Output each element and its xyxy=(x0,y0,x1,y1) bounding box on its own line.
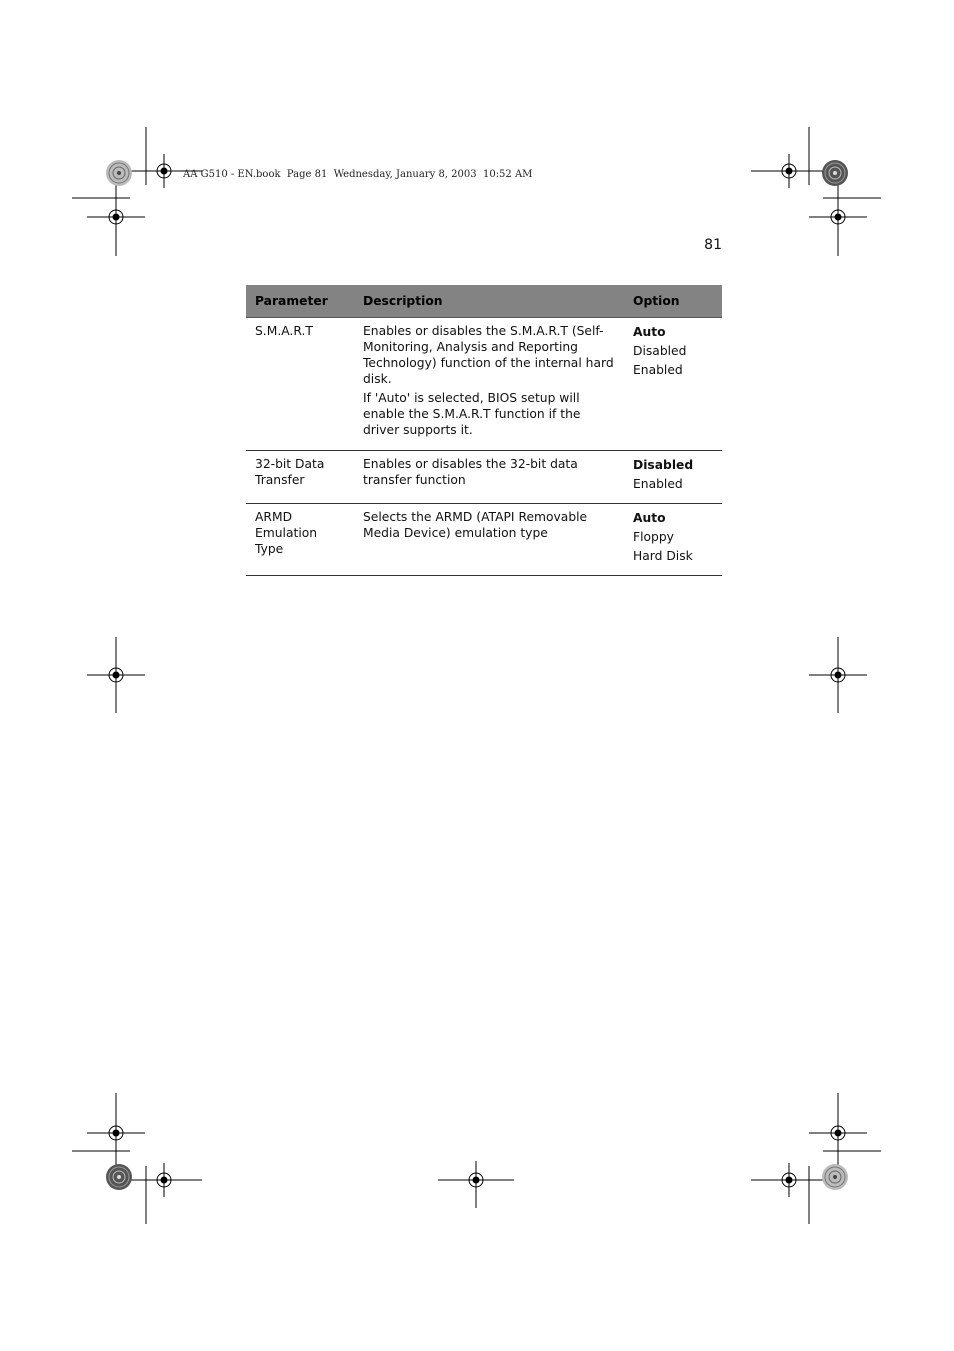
option-value: Floppy xyxy=(633,530,674,544)
option-value: Enabled xyxy=(633,477,683,491)
description-cell xyxy=(354,504,624,576)
description-cell xyxy=(354,451,624,504)
option-default: Disabled xyxy=(633,458,694,472)
option-cell xyxy=(624,504,722,576)
print-slug: AA G510 - EN.book Page 81 Wednesday, January 8, 2003 10:52 AM xyxy=(183,169,533,180)
column-header-description: Description xyxy=(354,285,624,318)
description-cell xyxy=(354,318,624,451)
parameter-cell: S.M.A.R.T xyxy=(246,318,354,451)
parameter-cell: ARMD Emulation Type xyxy=(246,504,354,576)
option-value: Enabled xyxy=(633,363,683,377)
table-row xyxy=(246,504,722,576)
option-cell xyxy=(624,318,722,451)
column-header-parameter: Parameter xyxy=(246,285,354,318)
table-row xyxy=(246,451,722,504)
table-header-row xyxy=(246,285,722,318)
column-header-option: Option xyxy=(624,285,722,318)
description-text: If 'Auto' is selected, BIOS setup will enable the S.M.A.R.T function if the driver supports it. xyxy=(363,391,581,437)
bios-parameter-table xyxy=(246,285,722,576)
option-default: Auto xyxy=(633,511,666,525)
option-value: Disabled xyxy=(633,344,687,358)
page-number: 81 xyxy=(704,237,722,253)
parameter-cell: 32-bit Data Transfer xyxy=(246,451,354,504)
description-text: Enables or disables the 32-bit data transfer function xyxy=(363,457,578,487)
option-default: Auto xyxy=(633,325,666,339)
table-row xyxy=(246,318,722,451)
option-cell xyxy=(624,451,722,504)
option-value: Hard Disk xyxy=(633,549,693,563)
description-text: Enables or disables the S.M.A.R.T (Self-Monitoring, Analysis and Reporting Technology) function of the internal hard disk. xyxy=(363,324,614,386)
description-text: Selects the ARMD (ATAPI Removable Media Device) emulation type xyxy=(363,510,588,540)
